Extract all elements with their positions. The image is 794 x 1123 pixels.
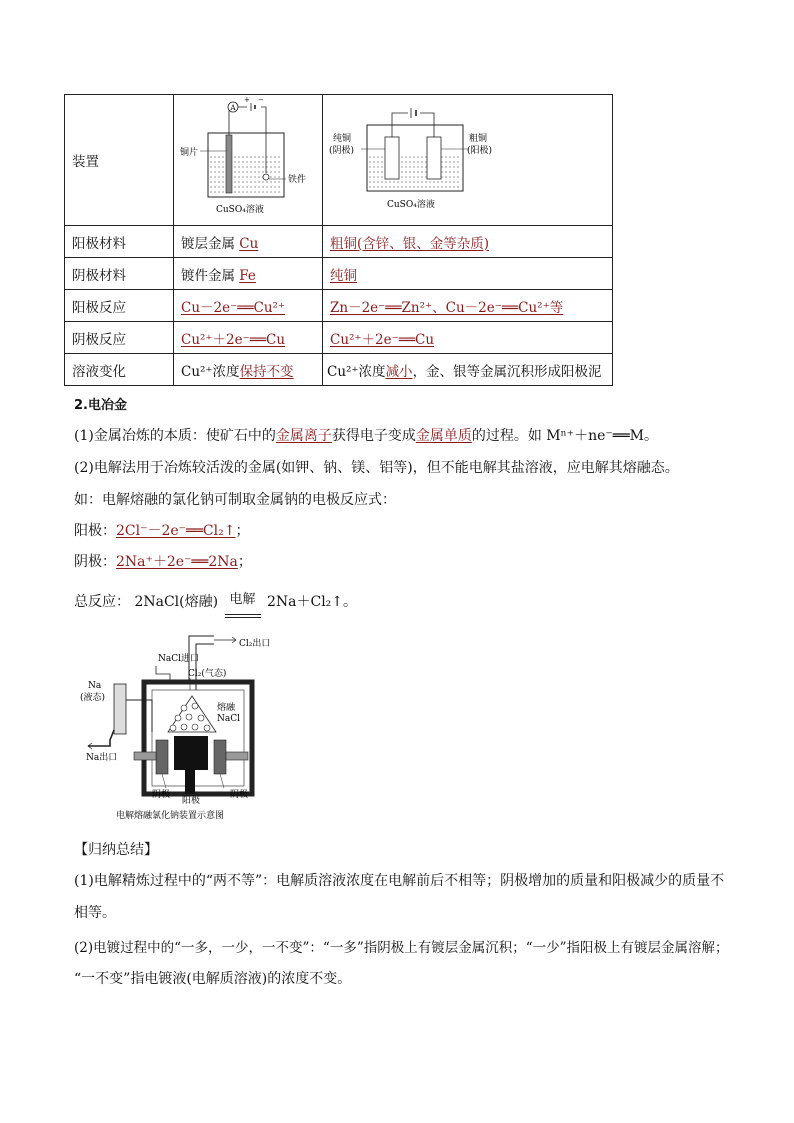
table-row — [65, 226, 613, 258]
answer-text: 保持不变 — [239, 363, 294, 380]
summary-paragraph-2: (2)电镀过程中的“一多，一少，一不变”：“一多”指阴极上有镀层金属沉积；“一少”指阳极上有镀层金属溶解； — [74, 940, 729, 956]
cell-prefix: 镀件金属 — [181, 267, 235, 284]
molten-label: 熔融 — [217, 703, 236, 713]
answer-text: Cu－2e⁻══Cu²⁺ — [181, 299, 286, 316]
plating-cell — [174, 290, 323, 322]
paragraph-2: (2)电解法用于冶炼较活泼的金属(如钾、钠、镁、铝等)，但不能电解其盐溶液，应电解其熔融态。 — [74, 460, 679, 476]
row-label: 阴极材料 — [65, 258, 174, 290]
crude-copper-label: 粗铜 — [469, 134, 488, 144]
copper-sheet-label: 铜片 — [180, 148, 199, 158]
cl2-gas-label: Cl₂(气态) — [188, 669, 227, 679]
summary-paragraph-1: (1)电解精炼过程中的“两不等”：电解质溶液浓度在电解前后不相等；阴极增加的质量和阳极减少的质量不 — [74, 873, 725, 889]
section-heading: 2.电冶金 — [74, 398, 127, 413]
refining-cell — [323, 354, 613, 386]
cell-suffix: ，金、银等金属沉积形成阳极泥 — [412, 363, 602, 380]
answer-text: 金属离子 — [275, 428, 332, 444]
refining-cell — [323, 322, 613, 354]
row-label: 阳极材料 — [65, 226, 174, 258]
device-label: 装置 — [65, 95, 174, 226]
na-outlet-label: Na出口 — [86, 753, 118, 763]
ammeter-symbol: A — [230, 104, 236, 112]
paragraph-1 — [74, 425, 658, 445]
electroplating-diagram-cell — [174, 95, 323, 226]
cuso4-solution-label: CuSO₄溶液 — [387, 200, 435, 210]
cuso4-solution-label: CuSO₄溶液 — [216, 205, 264, 215]
answer-text: Fe — [239, 267, 256, 284]
anode-label: 阳极 — [182, 796, 201, 806]
cl2-outlet-label: Cl₂出口 — [239, 639, 271, 649]
answer-text: 金属单质 — [415, 428, 472, 444]
punctuation: ； — [237, 554, 252, 570]
answer-text: 粗铜(含锌、银、金等杂质) — [330, 235, 490, 252]
cathode-left-label: 阴极 — [152, 790, 171, 800]
answer-text: 纯铜 — [330, 267, 357, 284]
anode-equation-line — [74, 520, 249, 540]
text-run: 的过程。如 Mⁿ⁺＋ne⁻══M。 — [471, 428, 658, 444]
row-label: 阳极反应 — [65, 290, 174, 322]
nacl-inlet-label: NaCl进口 — [158, 654, 200, 664]
cathode-label: 阴极： — [74, 554, 116, 570]
na-label: Na — [88, 681, 102, 691]
cell-prefix: Cu²⁺浓度 — [327, 363, 386, 380]
row-label: 溶液变化 — [65, 354, 174, 386]
pure-copper-label: 纯铜 — [333, 134, 352, 144]
text-run: (1)金属冶炼的本质：使矿石中的 — [74, 428, 276, 444]
cell-prefix: 镀层金属 — [181, 235, 235, 252]
cathode-equation: 2Na⁺＋2e⁻══2Na — [116, 554, 238, 570]
figure-caption: 电解熔融氯化钠装置示意图 — [116, 811, 225, 821]
comparison-table — [64, 94, 613, 386]
iron-part-label: 铁件 — [288, 175, 307, 185]
summary-paragraph-1-cont: 相等。 — [74, 905, 116, 921]
answer-text: Cu²⁺＋2e⁻══Cu — [181, 331, 286, 348]
plating-cell — [174, 322, 323, 354]
paragraph-3: 如：电解熔融的氯化钠可制取金属钠的电极反应式： — [74, 492, 396, 508]
plating-cell — [174, 258, 323, 290]
answer-text: Zn－2e⁻══Zn²⁺、Cu－2e⁻══Cu²⁺等 — [330, 299, 564, 316]
refining-diagram-cell — [323, 95, 613, 226]
anode-equation: 2Cl⁻－2e⁻══Cl₂↑ — [116, 523, 236, 539]
table-row — [65, 258, 613, 290]
electrorefining-diagram — [323, 95, 611, 221]
table-row — [65, 322, 613, 354]
equation-reactants: 2NaCl(熔融) — [134, 594, 219, 610]
anode-label: 阳极： — [74, 523, 116, 539]
refining-cell — [323, 226, 613, 258]
total-equation-line — [74, 591, 357, 611]
text-run: 获得电子变成 — [331, 428, 416, 444]
plating-cell — [174, 354, 323, 386]
cathode-right-label: 阴极 — [230, 790, 249, 800]
plating-cell — [174, 226, 323, 258]
summary-paragraph-2-cont: “一不变”指电镀液(电解质溶液)的浓度不变。 — [74, 971, 352, 987]
condition-text: 电解 — [229, 592, 256, 607]
nacl-electrolysis-diagram — [74, 622, 294, 826]
answer-text: 减小 — [385, 363, 413, 380]
summary-heading: 【归纳总结】 — [74, 842, 158, 858]
pure-copper-role-label: (阴极) — [329, 146, 355, 156]
crude-copper-role-label: (阳极) — [467, 146, 493, 156]
electroplating-diagram — [174, 95, 322, 221]
refining-cell — [323, 290, 613, 322]
table-row — [65, 290, 613, 322]
cell-prefix: Cu²⁺浓度 — [181, 363, 240, 380]
refining-cell — [323, 258, 613, 290]
na-state-label: (液态) — [80, 693, 106, 703]
punctuation: ； — [235, 523, 250, 539]
total-label: 总反应： — [74, 594, 130, 610]
cathode-equation-line — [74, 551, 252, 571]
equation-products: 2Na＋Cl₂↑。 — [266, 594, 358, 610]
nacl-label: NaCl — [217, 714, 241, 724]
table-row — [65, 95, 613, 226]
row-label: 阴极反应 — [65, 322, 174, 354]
minus-sign: − — [258, 96, 264, 104]
answer-text: Cu — [239, 235, 259, 252]
answer-text: Cu²⁺＋2e⁻══Cu — [330, 331, 435, 348]
plus-sign: + — [244, 96, 250, 104]
double-line — [225, 614, 261, 618]
table-row — [65, 354, 613, 386]
